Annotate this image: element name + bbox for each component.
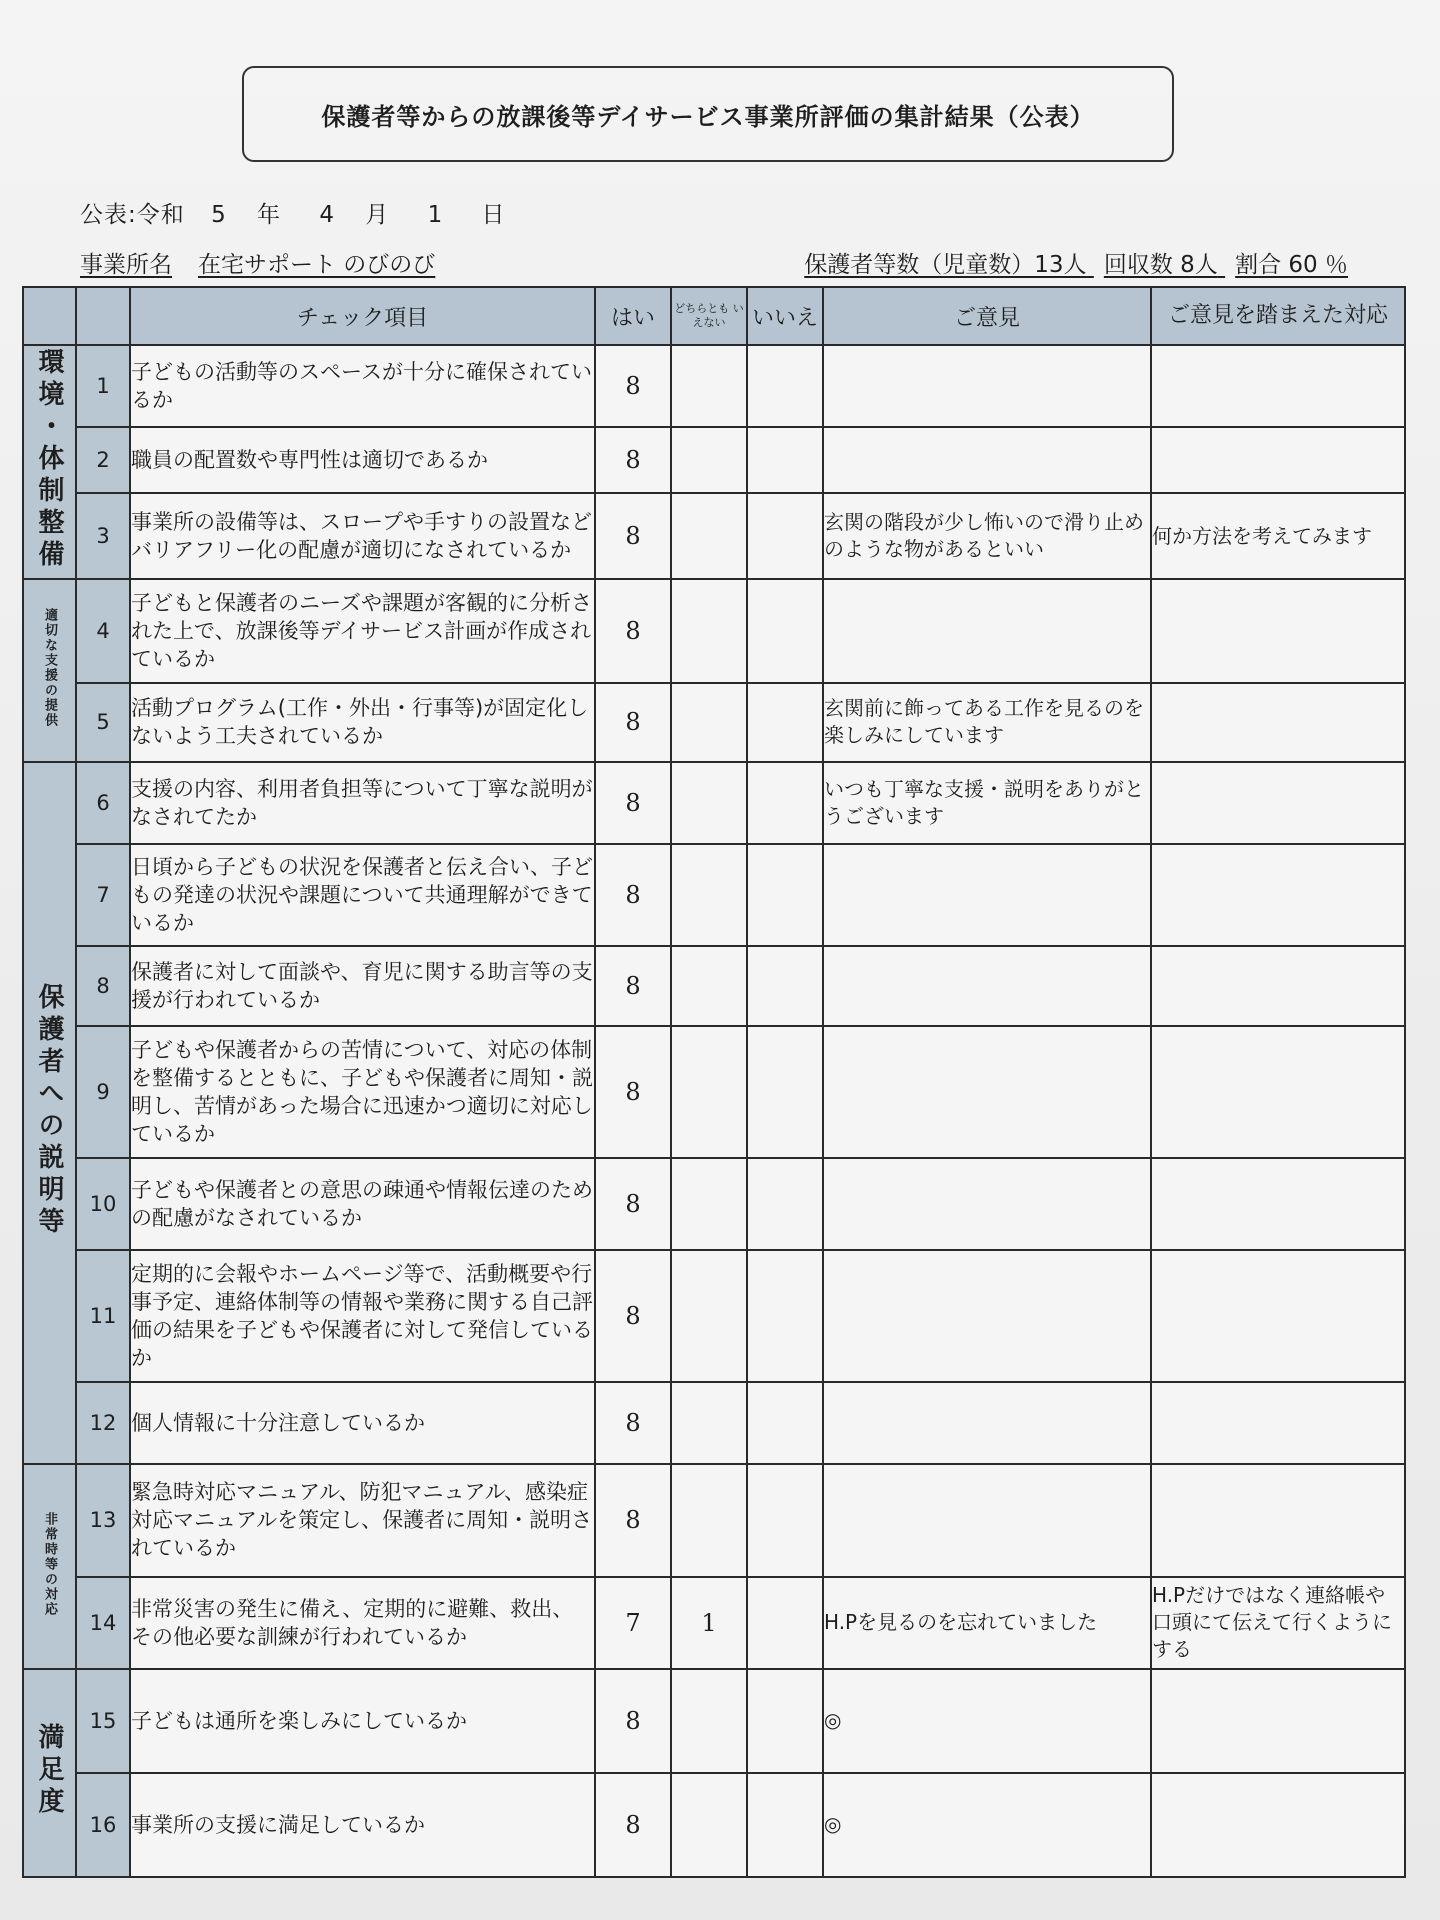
check-item-text: 保護者に対して面談や、育児に関する助言等の支援が行われているか — [130, 946, 595, 1026]
document-title: 保護者等からの放課後等デイサービス事業所評価の集計結果（公表） — [242, 66, 1174, 162]
item-number: 7 — [76, 844, 130, 946]
neither-count — [671, 493, 747, 579]
no-count — [747, 427, 823, 493]
item-number: 2 — [76, 427, 130, 493]
header-yes: はい — [595, 287, 671, 345]
no-count — [747, 1577, 823, 1669]
publication-month-unit: 月 — [365, 202, 390, 228]
table-row — [23, 1577, 1405, 1669]
header-check-item: チェック項目 — [130, 287, 595, 345]
yes-count: 7 — [595, 1577, 671, 1669]
neither-count — [671, 1158, 747, 1250]
opinion-text: 玄関の階段が少し怖いので滑り止めのような物があるといい — [823, 493, 1151, 579]
response-text — [1151, 427, 1405, 493]
neither-count — [671, 1773, 747, 1877]
neither-count — [671, 1026, 747, 1158]
table-row — [23, 1158, 1405, 1250]
neither-count — [671, 946, 747, 1026]
yes-count: 8 — [595, 579, 671, 683]
no-count — [747, 946, 823, 1026]
neither-count — [671, 1669, 747, 1773]
item-number: 6 — [76, 762, 130, 844]
publication-month: 4 — [319, 202, 335, 228]
office-name: 在宅サポート のびのび — [198, 252, 436, 278]
category-cell — [23, 1464, 76, 1668]
check-item-text: 定期的に会報やホームページ等で、活動概要や行事予定、連絡体制等の情報や業務に関する自己評価の結果を子どもや保護者に対して発信しているか — [130, 1250, 595, 1382]
guardian-count: 保護者等数（児童数）13人 — [804, 252, 1087, 278]
response-text — [1151, 683, 1405, 761]
check-item-text: 事業所の設備等は、スロープや手すりの設置などバリアフリー化の配慮が適切になされているか — [130, 493, 595, 579]
neither-count — [671, 427, 747, 493]
item-number: 16 — [76, 1773, 130, 1877]
table-row — [23, 844, 1405, 946]
no-count — [747, 683, 823, 761]
category-cell — [23, 345, 76, 579]
category-label: 非常時等の対応 — [42, 1511, 57, 1617]
no-count — [747, 493, 823, 579]
check-item-text: 非常災害の発生に備え、定期的に避難、救出、その他必要な訓練が行われているか — [130, 1577, 595, 1669]
opinion-text: ◎ — [823, 1669, 1151, 1773]
publication-day: 1 — [427, 202, 444, 228]
item-number: 10 — [76, 1158, 130, 1250]
neither-count — [671, 844, 747, 946]
response-text — [1151, 762, 1405, 844]
office-line — [80, 246, 435, 279]
response-text — [1151, 1382, 1405, 1464]
no-count — [747, 762, 823, 844]
check-item-text: 子どもは通所を楽しみにしているか — [130, 1669, 595, 1773]
response-text — [1151, 1464, 1405, 1576]
item-number: 8 — [76, 946, 130, 1026]
header-category-cell — [23, 287, 76, 345]
yes-count: 8 — [595, 1250, 671, 1382]
response-text: 何か方法を考えてみます — [1151, 493, 1405, 579]
opinion-text — [823, 345, 1151, 427]
no-count — [747, 844, 823, 946]
check-item-text: 緊急時対応マニュアル、防犯マニュアル、感染症対応マニュアルを策定し、保護者に周知・説明されているか — [130, 1464, 595, 1576]
table-row — [23, 946, 1405, 1026]
response-counts — [804, 246, 1348, 279]
no-count — [747, 1158, 823, 1250]
response-text — [1151, 1026, 1405, 1158]
opinion-text — [823, 579, 1151, 683]
yes-count: 8 — [595, 762, 671, 844]
response-text — [1151, 1250, 1405, 1382]
check-item-text: 日頃から子どもの状況を保護者と伝え合い、子どもの発達の状況や課題について共通理解ができているか — [130, 844, 595, 946]
table-row — [23, 493, 1405, 579]
publication-day-unit: 日 — [481, 202, 506, 228]
collected-count: 回収数 8人 — [1103, 252, 1218, 278]
table-row — [23, 427, 1405, 493]
response-text — [1151, 1669, 1405, 1773]
check-item-text: 活動プログラム(工作・外出・行事等)が固定化しないよう工夫されているか — [130, 683, 595, 761]
neither-count — [671, 1250, 747, 1382]
opinion-text — [823, 1250, 1151, 1382]
check-item-text: 職員の配置数や専門性は適切であるか — [130, 427, 595, 493]
no-count — [747, 1464, 823, 1576]
category-label: 環境・体制整備 — [34, 348, 64, 573]
publication-date — [80, 196, 506, 229]
table-row — [23, 1026, 1405, 1158]
category-label: 満足度 — [34, 1722, 64, 1819]
opinion-text — [823, 427, 1151, 493]
yes-count: 8 — [595, 683, 671, 761]
response-text — [1151, 946, 1405, 1026]
neither-count — [671, 1382, 747, 1464]
publication-year-unit: 年 — [257, 202, 282, 228]
office-label: 事業所名 — [80, 252, 172, 278]
evaluation-table — [22, 286, 1406, 1878]
opinion-text — [823, 1464, 1151, 1576]
neither-count — [671, 579, 747, 683]
yes-count: 8 — [595, 844, 671, 946]
no-count — [747, 1250, 823, 1382]
opinion-text: ◎ — [823, 1773, 1151, 1877]
item-number: 11 — [76, 1250, 130, 1382]
opinion-text: 玄関前に飾ってある工作を見るのを楽しみにしています — [823, 683, 1151, 761]
category-cell — [23, 579, 76, 761]
item-number: 5 — [76, 683, 130, 761]
category-cell — [23, 1669, 76, 1877]
publication-year: 5 — [211, 202, 227, 228]
yes-count: 8 — [595, 345, 671, 427]
item-number: 9 — [76, 1026, 130, 1158]
table-row — [23, 579, 1405, 683]
yes-count: 8 — [595, 1464, 671, 1576]
response-text — [1151, 579, 1405, 683]
response-ratio: 割合 60 ％ — [1235, 252, 1348, 278]
header-no: いいえ — [747, 287, 823, 345]
neither-count: 1 — [671, 1577, 747, 1669]
table-row — [23, 1773, 1405, 1877]
yes-count: 8 — [595, 946, 671, 1026]
item-number: 14 — [76, 1577, 130, 1669]
yes-count: 8 — [595, 493, 671, 579]
opinion-text — [823, 946, 1151, 1026]
response-text — [1151, 1773, 1405, 1877]
table-row — [23, 683, 1405, 761]
item-number: 12 — [76, 1382, 130, 1464]
response-text — [1151, 1158, 1405, 1250]
item-number: 13 — [76, 1464, 130, 1576]
header-neither: どちらとも いえない — [671, 287, 747, 345]
table-row — [23, 1382, 1405, 1464]
opinion-text: いつも丁寧な支援・説明をありがとうございます — [823, 762, 1151, 844]
check-item-text: 子どもの活動等のスペースが十分に確保されているか — [130, 345, 595, 427]
table-row — [23, 1250, 1405, 1382]
no-count — [747, 1382, 823, 1464]
neither-count — [671, 762, 747, 844]
response-text — [1151, 844, 1405, 946]
opinion-text: H.Pを見るのを忘れていました — [823, 1577, 1151, 1669]
category-label: 適切な支援の提供 — [42, 608, 57, 729]
header-opinion: ご意見 — [823, 287, 1151, 345]
response-text: H.Pだけではなく連絡帳や口頭にて伝えて行くようにする — [1151, 1577, 1405, 1669]
category-cell — [23, 762, 76, 1465]
item-number: 3 — [76, 493, 130, 579]
header-number-cell — [76, 287, 130, 345]
check-item-text: 個人情報に十分注意しているか — [130, 1382, 595, 1464]
opinion-text — [823, 1026, 1151, 1158]
check-item-text: 子どもや保護者との意思の疎通や情報伝達のための配慮がなされているか — [130, 1158, 595, 1250]
yes-count: 8 — [595, 1669, 671, 1773]
item-number: 15 — [76, 1669, 130, 1773]
opinion-text — [823, 844, 1151, 946]
yes-count: 8 — [595, 1026, 671, 1158]
table-row — [23, 1669, 1405, 1773]
check-item-text: 支援の内容、利用者負担等について丁寧な説明がなされてたか — [130, 762, 595, 844]
opinion-text — [823, 1158, 1151, 1250]
item-number: 1 — [76, 345, 130, 427]
yes-count: 8 — [595, 1382, 671, 1464]
response-text — [1151, 345, 1405, 427]
table-row — [23, 345, 1405, 427]
check-item-text: 子どもと保護者のニーズや課題が客観的に分析された上で、放課後等デイサービス計画が作成されているか — [130, 579, 595, 683]
category-label: 保護者への説明等 — [34, 982, 64, 1239]
table-row — [23, 762, 1405, 844]
no-count — [747, 345, 823, 427]
no-count — [747, 579, 823, 683]
item-number: 4 — [76, 579, 130, 683]
neither-count — [671, 683, 747, 761]
header-response: ご意見を踏まえた対応 — [1151, 287, 1405, 345]
neither-count — [671, 1464, 747, 1576]
check-item-text: 事業所の支援に満足しているか — [130, 1773, 595, 1877]
check-item-text: 子どもや保護者からの苦情について、対応の体制を整備するとともに、子どもや保護者に周知・説明し、苦情があった場合に迅速かつ適切に対応しているか — [130, 1026, 595, 1158]
no-count — [747, 1669, 823, 1773]
no-count — [747, 1773, 823, 1877]
no-count — [747, 1026, 823, 1158]
table-header-row — [23, 287, 1405, 345]
yes-count: 8 — [595, 1773, 671, 1877]
yes-count: 8 — [595, 1158, 671, 1250]
publication-label: 公表:令和 — [80, 202, 185, 228]
table-row — [23, 1464, 1405, 1576]
yes-count: 8 — [595, 427, 671, 493]
neither-count — [671, 345, 747, 427]
opinion-text — [823, 1382, 1151, 1464]
